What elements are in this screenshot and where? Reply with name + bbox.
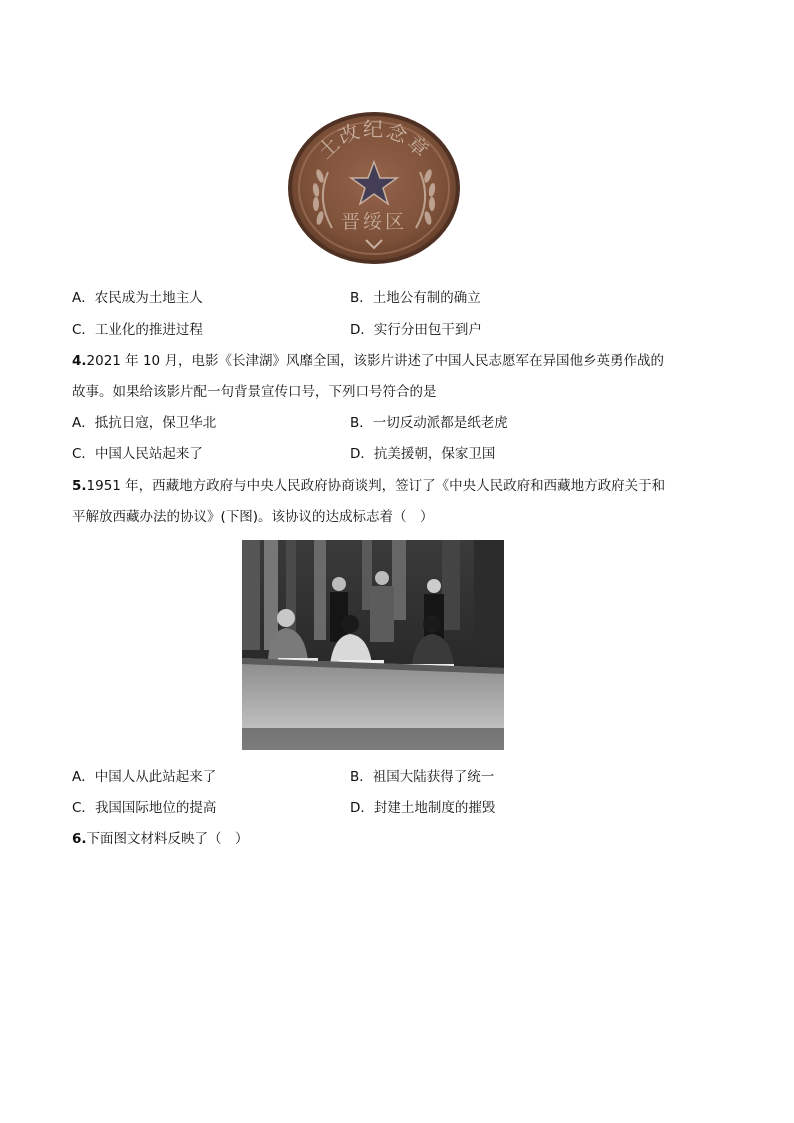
option-label: B．	[350, 290, 373, 306]
q4-option-b	[350, 413, 508, 433]
option-text: 中国人民站起来了	[94, 446, 203, 462]
q4-option-c	[72, 444, 203, 464]
option-label: A．	[72, 415, 95, 431]
option-label: C．	[72, 800, 95, 816]
q4-option-a	[72, 413, 216, 433]
agreement-signing-photo	[242, 540, 504, 750]
option-text: 我国国际地位的提高	[94, 800, 217, 816]
option-text: 抗美援朝，保家卫国	[373, 446, 496, 462]
option-label: D．	[350, 446, 374, 462]
q3-option-a	[72, 288, 203, 308]
option-text: 实行分田包干到户	[373, 322, 482, 338]
option-text: 工业化的推进过程	[94, 322, 203, 338]
question-number: 6.	[72, 831, 87, 847]
question-text: 1951 年，西藏地方政府与中央人民政府协商谈判，签订了《中央人民政府和西藏地方政府关于和	[86, 478, 666, 494]
option-text: 祖国大陆获得了统一	[372, 769, 495, 785]
option-label: D．	[350, 800, 374, 816]
q5-option-d	[350, 798, 495, 818]
option-label: A．	[72, 290, 95, 306]
q4-stem-line2: 故事。如果给该影片配一句背景宣传口号，下列口号符合的是	[72, 384, 437, 400]
medal-top-text: 土改纪念章	[312, 117, 436, 164]
question-text: 2021 年 10 月，电影《长津湖》风靡全国，该影片讲述了中国人民志愿军在异国他乡英勇作战的	[86, 353, 664, 369]
question-text: 下面图文材料反映了（ ）	[86, 831, 249, 847]
land-reform-medal-image	[286, 110, 462, 266]
q3-option-c	[72, 320, 203, 340]
option-label: B．	[350, 769, 373, 785]
q4-option-d	[350, 444, 495, 464]
question-number: 4.	[72, 353, 87, 369]
option-text: 土地公有制的确立	[372, 290, 481, 306]
option-text: 一切反动派都是纸老虎	[372, 415, 508, 431]
q4-stem-line1	[72, 351, 664, 371]
option-text: 中国人从此站起来了	[94, 769, 217, 785]
option-label: A．	[72, 769, 95, 785]
q3-option-d	[350, 320, 482, 340]
q3-option-b	[350, 288, 481, 308]
option-text: 封建土地制度的摧毁	[373, 800, 496, 816]
q5-option-a	[72, 767, 216, 787]
option-text: 农民成为土地主人	[94, 290, 203, 306]
option-label: C．	[72, 322, 95, 338]
option-label: C．	[72, 446, 95, 462]
option-label: B．	[350, 415, 373, 431]
q5-option-c	[72, 798, 216, 818]
question-number: 5.	[72, 478, 87, 494]
medal-bottom-text: 晋绥区	[340, 211, 408, 233]
q6-stem-line1	[72, 829, 249, 849]
q5-stem-line2: 平解放西藏办法的协议》(下图)。该协议的达成标志着（ ）	[72, 509, 434, 525]
q5-option-b	[350, 767, 494, 787]
q5-stem-line1	[72, 476, 665, 496]
option-text: 抵抗日寇，保卫华北	[94, 415, 217, 431]
option-label: D．	[350, 322, 374, 338]
